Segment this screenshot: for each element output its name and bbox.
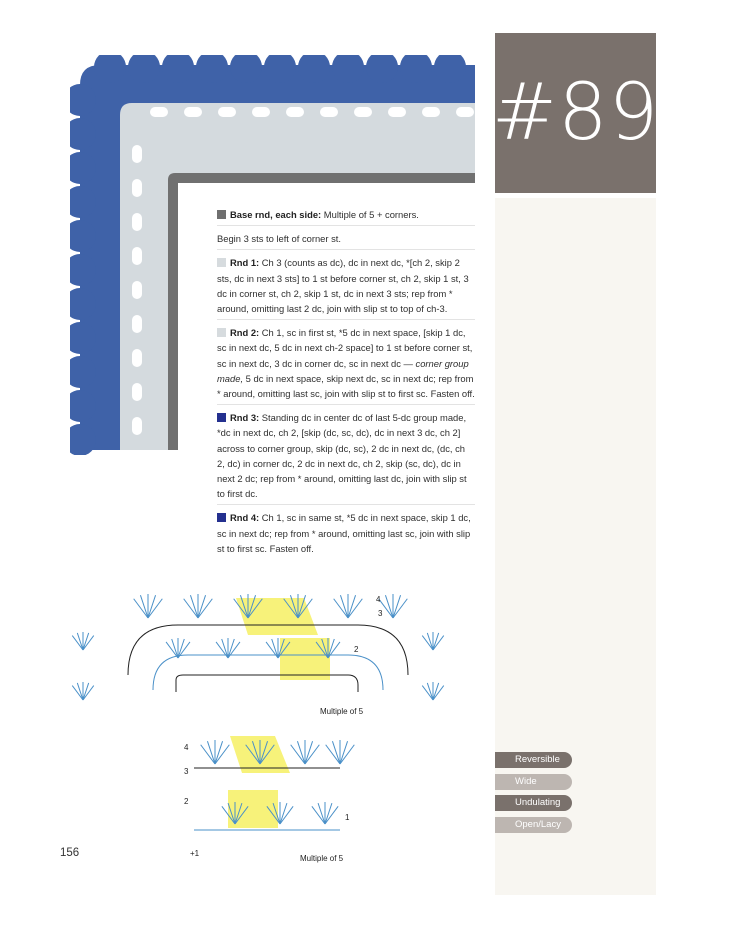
corner-diagram-svg: [58, 580, 478, 725]
lacy-window: [320, 107, 338, 117]
lacy-window: [132, 247, 142, 265]
color-key-round-3: [217, 413, 226, 422]
stitch-mark: [134, 599, 148, 618]
stitch-mark: [201, 745, 215, 764]
lacy-window: [150, 107, 168, 117]
page-number: 156: [60, 847, 80, 859]
row-mark-4: 4: [376, 595, 381, 604]
round-4-label: Rnd 4:: [230, 512, 260, 524]
feature-tags: [495, 752, 585, 838]
lacy-window: [286, 107, 304, 117]
stitch-mark: [215, 741, 223, 764]
stitch-mark: [305, 745, 319, 764]
lacy-window: [132, 213, 142, 231]
lacy-window: [354, 107, 372, 117]
stitch-mark: [72, 686, 83, 700]
stitch-mark: [77, 683, 83, 700]
stitch-mark: [184, 599, 198, 618]
stitch-mark: [433, 683, 439, 700]
round-2-text-b: 5 dc in next space, skip next dc, sc in next dc; rep from * around, omitting last sc, join with slip st to first sc. Fasten off.: [217, 372, 475, 400]
lacy-window: [132, 417, 142, 435]
stitch-mark: [198, 595, 206, 618]
stitch-mark: [340, 745, 354, 764]
stitch-mark: [266, 642, 278, 658]
stitch-mark: [216, 642, 228, 658]
stitch-mark: [228, 642, 240, 658]
stitch-mark: [348, 599, 362, 618]
instructions: [217, 206, 475, 563]
lacy-window: [132, 281, 142, 299]
base-round-label: Base rnd, each side:: [230, 209, 322, 220]
stitch-mark: [325, 806, 338, 824]
stitch-mark: [148, 599, 162, 618]
round-2-text-a: Ch 1, sc in first st, *5 dc in next space, [skip 1 dc, sc in next dc, 5 dc in next ch-2 space] to 1 st before corner st, sc in next dc, 3 dc in corner dc, sc in next dc —: [217, 327, 473, 369]
base-round-instructions: [217, 206, 475, 226]
stitch-mark: [166, 642, 178, 658]
round-1-instructions: [217, 254, 475, 320]
round-1-label: Rnd 1:: [230, 257, 260, 269]
stitch-mark: [385, 595, 393, 618]
stitch-mark: [83, 683, 89, 700]
stitch-mark: [393, 599, 407, 618]
lacy-window: [388, 107, 406, 117]
stitch-mark: [207, 741, 215, 764]
row-mark-2b: 2: [184, 797, 189, 806]
lacy-window: [132, 315, 142, 333]
stitch-mark: [83, 686, 94, 700]
stitch-mark: [326, 745, 340, 764]
lacy-window: [132, 349, 142, 367]
color-key-round-4: [217, 513, 226, 522]
tag-open-lacy: Open/Lacy: [495, 817, 572, 833]
stitch-mark: [190, 595, 198, 618]
round-3-instructions: [217, 409, 475, 505]
round-3-text: Standing dc in center dc of last 5-dc group made, *dc in next dc, ch 2, [skip (dc, sc, dc), dc in next 3 dc, ch 2] across to corner group, skip (dc, sc), 2 dc in next dc, (dc, ch 2, dc) in corner dc, 2 dc in next dc, ch 2, skip (sc, dc), dc in next 2 dc; rep from * around, omitting last dc, join with slip st to first dc.: [217, 412, 467, 500]
round-2-line: [153, 655, 383, 690]
round-1-text: Ch 3 (counts as dc), dc in next dc, *[ch 2, skip 2 sts, dc in next 3 sts] to 1 st before corner st, ch 2, skip 1 st, 3 dc in corner st, ch 2, skip 1 st, dc in next 3 sts; rep from * around, omitting last 2 dc, join with slip st to top of ch-3.: [217, 257, 469, 315]
stitch-mark: [332, 741, 340, 764]
round-4-instructions: [217, 509, 475, 559]
stitch-mark: [325, 803, 332, 824]
highlight-repeat-lower: [280, 638, 330, 680]
stitch-mark: [148, 595, 156, 618]
lacy-window: [132, 179, 142, 197]
stitch-mark: [348, 595, 356, 618]
lacy-window: [456, 107, 474, 117]
stitch-mark: [433, 686, 444, 700]
base-line: [176, 675, 358, 692]
round-2-italic: corner group made,: [217, 357, 469, 384]
stitch-mark: [280, 806, 293, 824]
color-key-round-1: [217, 258, 226, 267]
stitch-mark: [140, 595, 148, 618]
row-mark-3b: 3: [184, 767, 189, 776]
color-key-base: [217, 210, 226, 219]
stitch-mark: [433, 636, 444, 650]
stitch-mark: [72, 636, 83, 650]
row-mark-4b: 4: [184, 743, 189, 752]
stitch-mark: [305, 741, 313, 764]
round-2-instructions: [217, 324, 475, 405]
lacy-window: [252, 107, 270, 117]
tag-reversible: Reversible: [495, 752, 572, 768]
stitch-mark: [340, 741, 348, 764]
tag-undulating: Undulating: [495, 795, 572, 811]
stitch-mark: [297, 741, 305, 764]
stitch-mark: [215, 745, 229, 764]
lacy-window: [218, 107, 236, 117]
row-mark-3: 3: [378, 609, 383, 618]
stitch-mark: [422, 686, 433, 700]
stitch-mark: [427, 633, 433, 650]
base-round-text: Multiple of 5 + corners.: [321, 209, 419, 220]
stitch-mark: [318, 803, 325, 824]
lacy-window: [132, 451, 142, 455]
round-3-label: Rnd 3:: [230, 412, 260, 424]
plus-one-label: +1: [190, 849, 200, 858]
tag-wide: Wide: [495, 774, 572, 790]
round-2-label: Rnd 2:: [230, 327, 260, 339]
stitch-mark: [340, 595, 348, 618]
stitch-mark: [198, 599, 212, 618]
stitch-mark: [291, 745, 305, 764]
lacy-window: [184, 107, 202, 117]
begin-note: Begin 3 sts to left of corner st.: [217, 230, 475, 250]
multiple-label-2: Multiple of 5: [300, 854, 344, 863]
lacy-window: [132, 383, 142, 401]
stitch-mark: [280, 803, 287, 824]
stitch-mark: [433, 633, 439, 650]
corner-stitch-diagram: [58, 580, 478, 725]
pattern-number: #89: [495, 33, 656, 193]
stitch-mark: [77, 633, 83, 650]
row-mark-2: 2: [354, 645, 359, 654]
row-mark-1b: 1: [345, 813, 350, 822]
color-key-round-2: [217, 328, 226, 337]
lacy-window: [422, 107, 440, 117]
stitch-mark: [312, 806, 325, 824]
stitch-mark: [334, 599, 348, 618]
straight-stitch-diagram: [180, 728, 370, 868]
multiple-label-1: Multiple of 5: [320, 707, 364, 716]
stitch-mark: [427, 683, 433, 700]
stitch-mark: [393, 595, 401, 618]
stitch-mark: [172, 639, 178, 658]
stitch-mark: [422, 636, 433, 650]
lacy-window: [132, 145, 142, 163]
stitch-mark: [83, 636, 94, 650]
stitch-mark: [83, 633, 89, 650]
straight-diagram-svg: [180, 728, 370, 868]
round-4-text: Ch 1, sc in same st, *5 dc in next space, skip 1 dc, sc in next dc; rep from * around, omitting last sc, join with slip st to first sc. Fasten off.: [217, 512, 471, 554]
